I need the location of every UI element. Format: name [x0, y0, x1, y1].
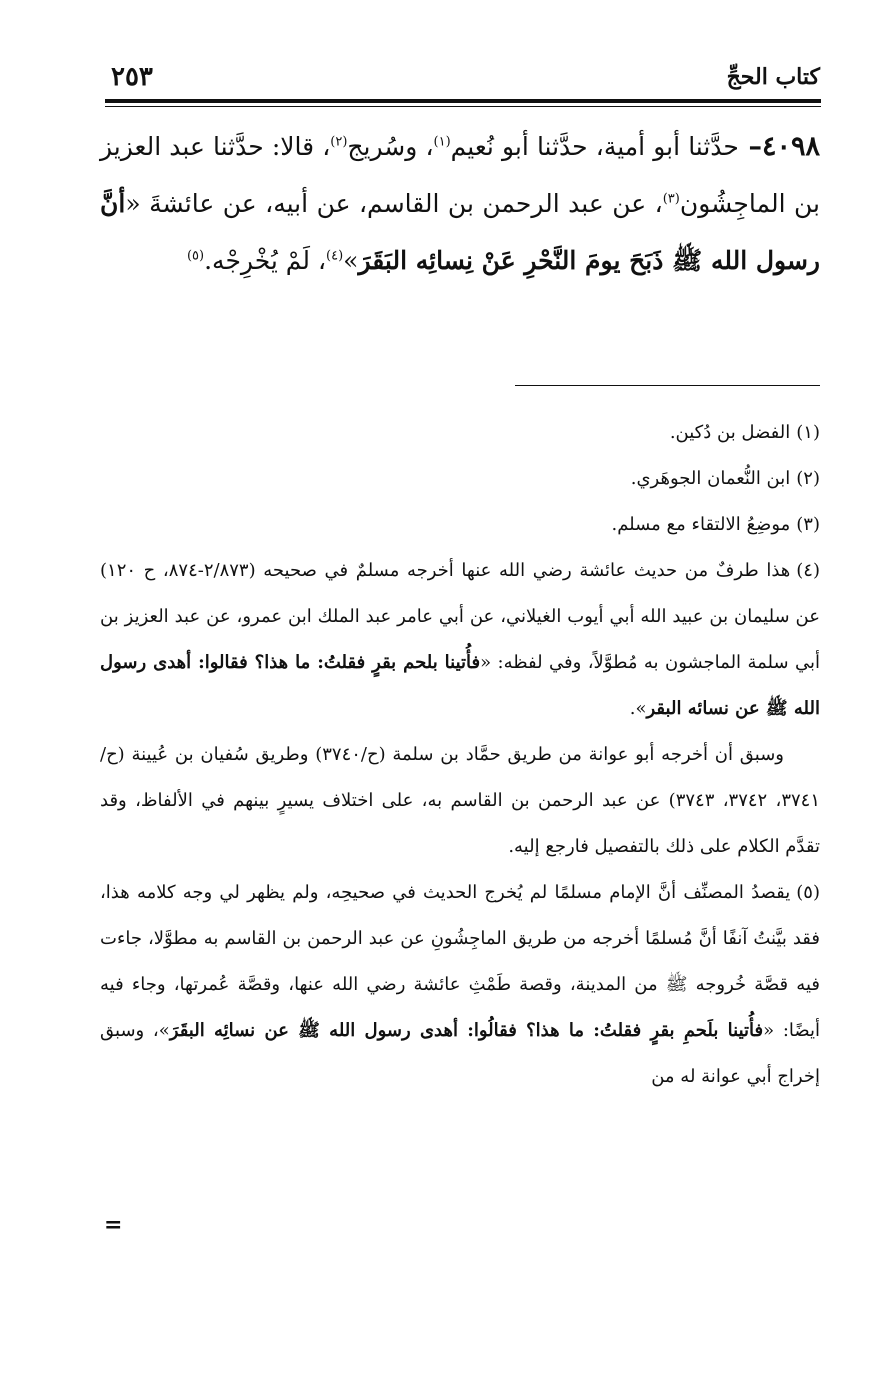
footnote-5-quote: فأُتينا بلَحمِ بقرٍ فقلتُ: ما هذا؟ فقالُوا: أهدى رسول الله ﷺ عن نسائِه البقَرَ — [169, 1020, 764, 1041]
footnote-text: الفضل بن دُكين. — [669, 422, 791, 443]
isnad-part-1: حدَّثنا أبو أمية، حدَّثنا أبو نُعيم — [450, 132, 739, 161]
footnote-marker: (١) — [796, 422, 820, 443]
footnote-5 — [100, 870, 820, 1100]
header-rule-thin — [105, 106, 821, 107]
isnad-part-4: ، عن عبد الرحمن بن القاسم، عن أبيه، عن عائشةَ « — [125, 189, 663, 218]
footnote-3 — [100, 502, 820, 548]
footnotes — [100, 410, 820, 1100]
footnote-ref-2[interactable]: (٢) — [330, 134, 348, 150]
footnote-marker: (٣) — [796, 514, 820, 535]
footnote-2 — [100, 456, 820, 502]
hadith-text — [100, 118, 820, 289]
header-rule — [105, 99, 821, 103]
footnote-ref-5[interactable]: (٥) — [186, 248, 205, 264]
footnote-ref-1[interactable]: (١) — [433, 134, 451, 150]
isnad-part-2: ، وسُريج — [347, 132, 434, 161]
page-header — [105, 62, 820, 100]
footnote-ref-3[interactable]: (٣) — [662, 191, 680, 207]
footnote-4-close: ». — [629, 698, 647, 719]
footnote-5-text: يقصدُ المصنِّف أنَّ الإمام مسلمًا لم يُخرج الحديث في صحيحِه، ولم يظهر لي وجه كلامه هذا، فقد بيَّنتُ آنفًا أنَّ مُسلمًا أخرجه من طريق الماجِشُونِ عن عبد الرحمن بن القاسم به مطوَّلا، جاءت فيه قصَّة خُروجه ﷺ من المدينة، وقصة طَمْثِ عائشة رضي الله عنها، وقصَّة عُمرتها، وجاء فيه أيضًا: « — [100, 882, 821, 1041]
hadith-remark: ، لَمْ يُخْرِجْه. — [204, 246, 327, 275]
running-title: كتاب الحجِّ — [726, 64, 820, 90]
matn-close: » — [343, 246, 359, 275]
matn-text: أنَّ رسول الله ﷺ ذَبَحَ يومَ النَّحْرِ عَنْ نِسائِه البَقَرَ — [100, 189, 820, 275]
hadith-dash: – — [738, 131, 762, 162]
footnote-marker: (٥) — [796, 882, 820, 903]
footnote-4-paragraph-2: وسبق أن أخرجه أبو عوانة من طريق حمَّاد بن سلمة (ح/٣٧٤٠) وطريق سُفيان بن عُيينة (ح/٣٧٤١، ٣٧٤٢، ٣٧٤٣) عن عبد الرحمن بن القاسم به، على اختلاف يسيرٍ بينهم في الألفاظ، وقد تقدَّم الكلام على ذلك بالتفصيل فارجع إليه. — [100, 744, 821, 857]
footnote-4 — [100, 548, 820, 870]
footnote-4-quote: فأُتينا بلحم بقرٍ فقلتُ: ما هذا؟ فقالوا: أهدى رسول الله ﷺ عن نسائه البقر — [100, 652, 820, 719]
footnote-text: موضِعُ الالتقاء مع مسلم. — [611, 514, 791, 535]
footnote-marker: (٢) — [796, 468, 820, 489]
footnote-4-text: هذا طرفٌ من حديث عائشة رضي الله عنها أخرجه مسلمٌ في صحيحه (٢/٨٧٣-٨٧٤، ح ١٢٠) عن سليمان بن عبيد الله أبي أيوب الغيلاني، عن أبي عامر عبد الملك ابن عمرو، عن عبد العزيز بن أبي سلمة الماجشون به مُطوَّلاً، وفي لفظه: « — [100, 560, 820, 673]
continuation-mark: = — [104, 1212, 123, 1238]
isnad-part-3: ، قالا: حدَّثنا عبد العزيز بن الماجِشُون — [100, 132, 820, 218]
footnote-marker: (٤) — [796, 560, 820, 581]
footnote-separator — [515, 385, 820, 386]
footnote-ref-4[interactable]: (٤) — [326, 248, 344, 264]
footnote-1 — [100, 410, 820, 456]
footnote-text: ابن النُّعمان الجوهَري. — [630, 468, 791, 489]
footnote-5-continuation: »، وسبق إخراج أبي عوانة له من — [100, 1020, 820, 1087]
hadith-number: ٤٠٩٨ — [761, 131, 820, 162]
page-number: ٢٥٣ — [111, 62, 153, 92]
